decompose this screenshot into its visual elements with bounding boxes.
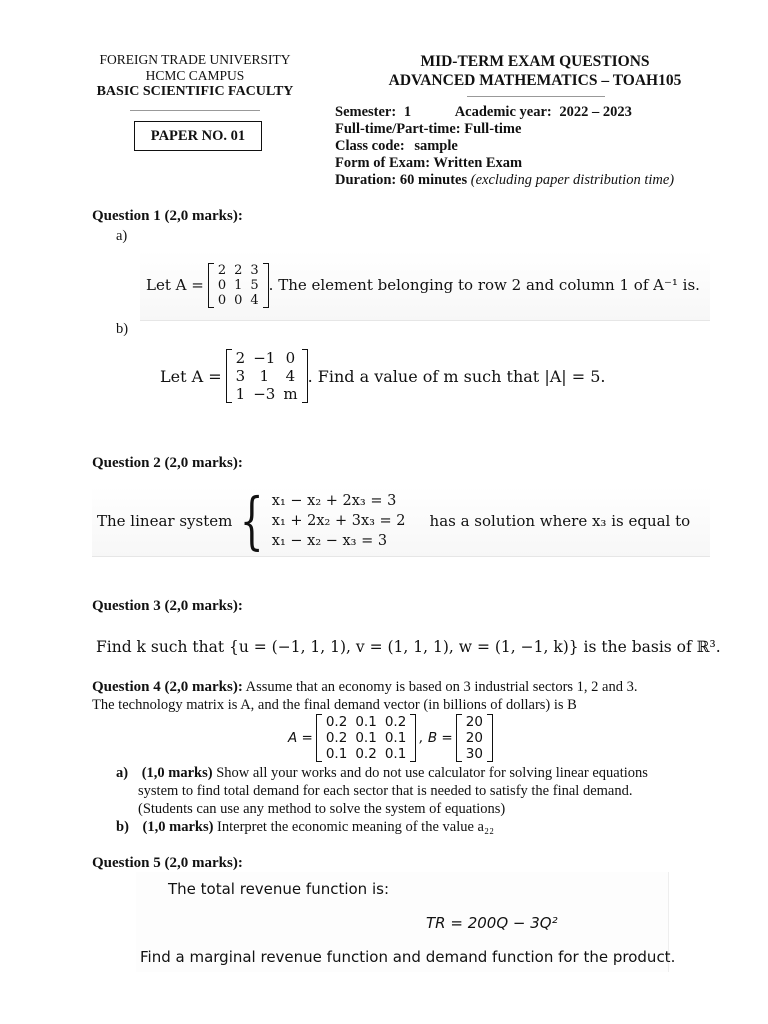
q1-b-matrix-cell: m [283, 385, 298, 403]
q4-matrices [288, 712, 493, 764]
q4-matrix-a-cell: 0.1 [355, 730, 377, 746]
q5-line-2: Find a marginal revenue function and demand function for the product. [140, 948, 676, 966]
q1-b-body [160, 340, 680, 412]
q2-tail: has a solution where x₃ is equal to [429, 512, 691, 530]
q4-a-marks: (1,0 marks) [141, 765, 213, 781]
semester-row: Semester: 1 Academic year: 2022 – 2023 [335, 104, 632, 120]
exam-meta [335, 104, 674, 189]
q4-matrix-a-row [322, 746, 410, 762]
q4-matrix-a-cell: 0.2 [325, 730, 348, 746]
mode-row: Full-time/Part-time: Full-time [335, 121, 522, 137]
q1-a-matrix-cell: 0 [234, 292, 243, 308]
campus-name: HCMC CAMPUS [145, 68, 245, 83]
right-divider [467, 96, 605, 97]
paper-number: PAPER NO. 01 [134, 121, 262, 151]
q4-sep: , B = [419, 730, 453, 746]
header-left [70, 52, 320, 100]
q1-b-matrix-cell: −1 [253, 349, 276, 367]
q4-matrix-b-cell: 20 [465, 730, 483, 746]
q4-a-eq: A = [288, 730, 313, 746]
q2-eq-1: x₁ − x₂ + 2x₃ = 3 [271, 493, 397, 509]
header-right [350, 52, 720, 90]
q1-a-matrix-cell: 2 [217, 262, 227, 278]
q4-intro-1: Assume that an economy is based on 3 industrial sectors 1, 2 and 3. [245, 679, 638, 695]
q4-matrix-a-cell: 0.2 [325, 714, 348, 730]
q2-eq-2: x₁ + 2x₂ + 3x₃ = 2 [271, 513, 406, 529]
q1-b-let: Let A = [160, 366, 222, 386]
left-divider [130, 110, 260, 111]
q5-line-1: The total revenue function is: [168, 880, 389, 898]
exam-title: MID-TERM EXAM QUESTIONS [420, 53, 650, 70]
q1-b-matrix-row [232, 349, 302, 367]
q2-body [92, 486, 710, 557]
q4-intro-2: The technology matrix is A, and the final demand vector (in billions of dollars) is B [92, 697, 577, 713]
faculty-name: BASIC SCIENTIFIC FACULTY [96, 84, 294, 99]
q4-heading: Question 4 (2,0 marks): [92, 679, 243, 695]
university-name: FOREIGN TRADE UNIVERSITY [99, 52, 291, 67]
q5-body [136, 872, 676, 972]
q4-b-text: Interpret the economic meaning of the value a₂₂ [217, 819, 495, 835]
q1-b-matrix-cell: −3 [253, 385, 276, 403]
q4-matrix-b-row [462, 714, 487, 730]
q4-matrix-b-cell: 20 [465, 714, 483, 730]
q4-part-a [116, 764, 736, 818]
q4-matrix-a-cell: 0.2 [384, 714, 407, 730]
q1-b-matrix-cell: 1 [235, 385, 246, 403]
q1-a-matrix-cell: 5 [250, 277, 259, 293]
q4-matrix-a-row [322, 714, 410, 730]
q2-brace: { [240, 484, 264, 557]
q1-a-matrix-cell: 0 [217, 292, 227, 308]
q1-a-matrix-row [214, 263, 263, 278]
q1-b-matrix-cell: 1 [259, 367, 270, 385]
q1-a-matrix-cell: 1 [234, 277, 243, 293]
q1-b-label: b) [116, 321, 129, 337]
class-row: Class code: sample [335, 138, 458, 154]
q1-a-body [140, 250, 710, 321]
q1-a-label: a) [116, 228, 128, 244]
q4-matrix-b-cell: 30 [465, 746, 483, 762]
q2-heading: Question 2 (2,0 marks): [92, 455, 243, 471]
q2-eq-3: x₁ − x₂ − x₃ = 3 [271, 533, 388, 549]
q2-equations [272, 491, 406, 551]
q3-text: Find k such that {u = (−1, 1, 1), v = (1, 1, 1), w = (1, −1, k)} is the basis of ℝ³. [96, 638, 721, 656]
q4-matrix-a-cell: 0.1 [325, 746, 348, 762]
q4-matrix-b-row [462, 730, 487, 746]
q5-formula: TR = 200Q − 3Q² [426, 914, 558, 932]
q1-b-text: . Find a value of m such that |A| = 5. [307, 366, 606, 386]
q1-b-matrix-cell: 4 [285, 367, 296, 385]
q3-heading: Question 3 (2,0 marks): [92, 598, 243, 614]
q1-a-text: . The element belonging to row 2 and column 1 of A⁻¹ is. [268, 276, 700, 294]
q4-matrix-a-cell: 0.1 [384, 746, 407, 762]
q4-b-marks: (1,0 marks) [142, 819, 214, 835]
q1-b-matrix-cell: 3 [235, 367, 246, 385]
q4-b-label: b) [116, 819, 129, 835]
q1-a-matrix-row [214, 278, 263, 293]
q4-part-b [116, 818, 494, 836]
q1-heading: Question 1 (2,0 marks): [92, 208, 243, 224]
q4-a-line-2: system to find total demand for each sector that is needed to satisfy the final demand. [138, 783, 633, 799]
q4-matrix-b [456, 714, 493, 762]
q1-a-matrix-cell: 3 [250, 262, 259, 278]
q2-lead: The linear system [97, 512, 233, 530]
q1-a-matrix-cell: 4 [250, 292, 259, 308]
duration-row: Duration: 60 minutes (excluding paper distribution time) [335, 172, 675, 188]
q4-intro [92, 678, 732, 714]
q1-a-matrix-row [214, 293, 263, 308]
q1-b-matrix-row [232, 385, 302, 403]
q4-a-line-3: (Students can use any method to solve the system of equations) [138, 801, 506, 817]
q4-matrix-a-cell: 0.1 [355, 714, 377, 730]
q4-matrix-b-row [462, 746, 487, 762]
course-title: ADVANCED MATHEMATICS – TOAH105 [388, 72, 682, 89]
q1-b-matrix-cell: 2 [235, 349, 246, 367]
q4-matrix-a-cell: 0.1 [384, 730, 407, 746]
q1-a-matrix-cell: 2 [234, 262, 243, 278]
q4-a-line-1: Show all your works and do not use calculator for solving linear equations [216, 765, 648, 781]
q1-b-matrix-row [232, 367, 302, 385]
q4-matrix-a [316, 714, 416, 762]
q1-a-matrix [208, 263, 269, 308]
q1-a-matrix-cell: 0 [217, 277, 227, 293]
q1-b-matrix [226, 349, 308, 403]
form-row: Form of Exam: Written Exam [335, 155, 523, 171]
q1-a-let: Let A = [146, 276, 204, 294]
q1-b-matrix-cell: 0 [285, 349, 296, 367]
q5-heading: Question 5 (2,0 marks): [92, 855, 243, 871]
q4-a-label: a) [116, 765, 129, 781]
q4-matrix-a-row [322, 730, 410, 746]
q4-matrix-a-cell: 0.2 [355, 746, 377, 762]
